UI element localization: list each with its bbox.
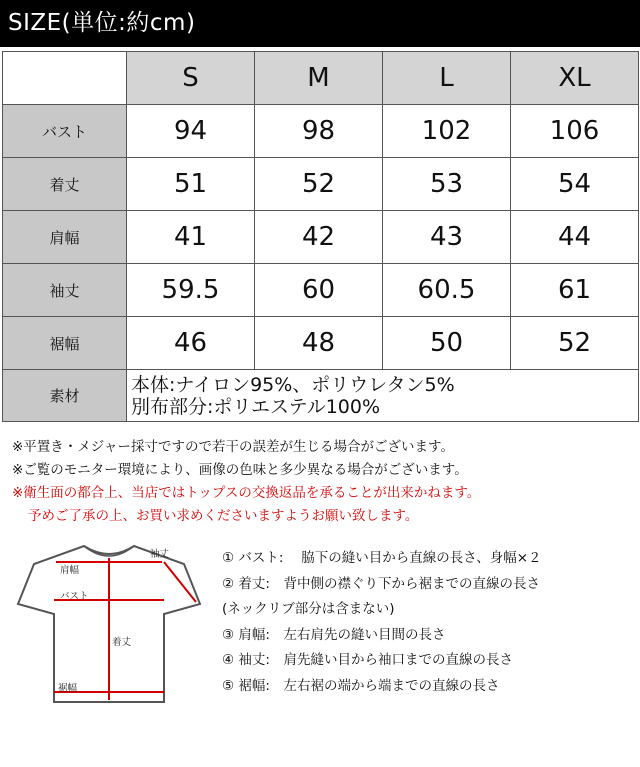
size-header: S: [127, 52, 255, 105]
size-header: XL: [511, 52, 639, 105]
material-cell: [127, 370, 639, 422]
diagram-label-bust: バスト: [60, 591, 89, 602]
legend-item: ⑤ 裾幅: 左右裾の端から端までの直線の長さ: [222, 677, 500, 694]
row-label: 肩幅: [3, 211, 127, 264]
tshirt-icon: [14, 534, 204, 714]
diagram-label-hem: 裾幅: [58, 683, 78, 694]
table-cell: 60: [255, 264, 383, 317]
material-line: 別布部分:ポリエステル100%: [131, 395, 381, 418]
table-cell: 52: [511, 317, 639, 370]
table-cell: 50: [383, 317, 511, 370]
table-cell: 98: [255, 105, 383, 158]
legend-item: ④ 袖丈: 肩先縫い目から袖口までの直線の長さ: [222, 652, 513, 668]
note: ※平置き・メジャー採寸ですので若干の誤差が生じる場合がございます。: [12, 439, 454, 455]
table-cell: 43: [383, 211, 511, 264]
legend-item: ② 着丈: 背中側の襟ぐり下から裾までの直線の長さ: [222, 575, 540, 592]
table-row: [3, 317, 639, 370]
table-cell: 52: [255, 158, 383, 211]
table-row: [3, 105, 639, 158]
material-line: 本体:ナイロン95%、ポリウレタン5%: [131, 373, 455, 396]
table-cell: 53: [383, 158, 511, 211]
table-cell: 94: [127, 105, 255, 158]
corner-cell: [3, 52, 127, 105]
diagram-label-length: 着丈: [112, 637, 132, 648]
size-header: M: [255, 52, 383, 105]
diagram-label-shoulder: 肩幅: [60, 565, 80, 576]
note-warning: ※衛生面の都合上、当店ではトップスの交換返品を承ることが出来かねます。: [12, 485, 481, 501]
table-cell: 60.5: [383, 264, 511, 317]
legend-item: ① バスト: 脇下の縫い目から直線の長さ、身幅×２: [222, 550, 542, 566]
row-label: 着丈: [3, 158, 127, 211]
table-cell: 42: [255, 211, 383, 264]
table-cell: 46: [127, 317, 255, 370]
table-cell: 48: [255, 317, 383, 370]
table-cell: 54: [511, 158, 639, 211]
measurement-legend: [222, 546, 542, 699]
table-cell: 61: [511, 264, 639, 317]
table-cell: 102: [383, 105, 511, 158]
legend-item: (ネックリブ部分は含まない): [222, 601, 395, 617]
table-cell: 106: [511, 105, 639, 158]
row-label: 裾幅: [3, 317, 127, 370]
size-header: L: [383, 52, 511, 105]
table-cell: 51: [127, 158, 255, 211]
table-row: [3, 211, 639, 264]
legend-item: ③ 肩幅: 左右肩先の縫い目間の長さ: [222, 626, 446, 643]
note: ※ご覧のモニター環境により、画像の色味と多少異なる場合がございます。: [12, 462, 468, 478]
diagram-label-sleeve: 袖丈: [150, 549, 170, 560]
notes: [12, 436, 480, 528]
note-warning: 予めご了承の上、お買い求めくださいますようお願い致します。: [28, 508, 419, 524]
table-cell: 44: [511, 211, 639, 264]
size-table: [2, 51, 639, 422]
row-label: 素材: [3, 370, 127, 422]
table-cell: 41: [127, 211, 255, 264]
header-row: [3, 52, 639, 105]
table-cell: 59.5: [127, 264, 255, 317]
table-row: [3, 264, 639, 317]
page-title: SIZE(単位:約cm): [0, 0, 640, 47]
tshirt-diagram: [14, 534, 204, 714]
table-row: [3, 158, 639, 211]
material-row: [3, 370, 639, 422]
row-label: バスト: [3, 105, 127, 158]
row-label: 袖丈: [3, 264, 127, 317]
